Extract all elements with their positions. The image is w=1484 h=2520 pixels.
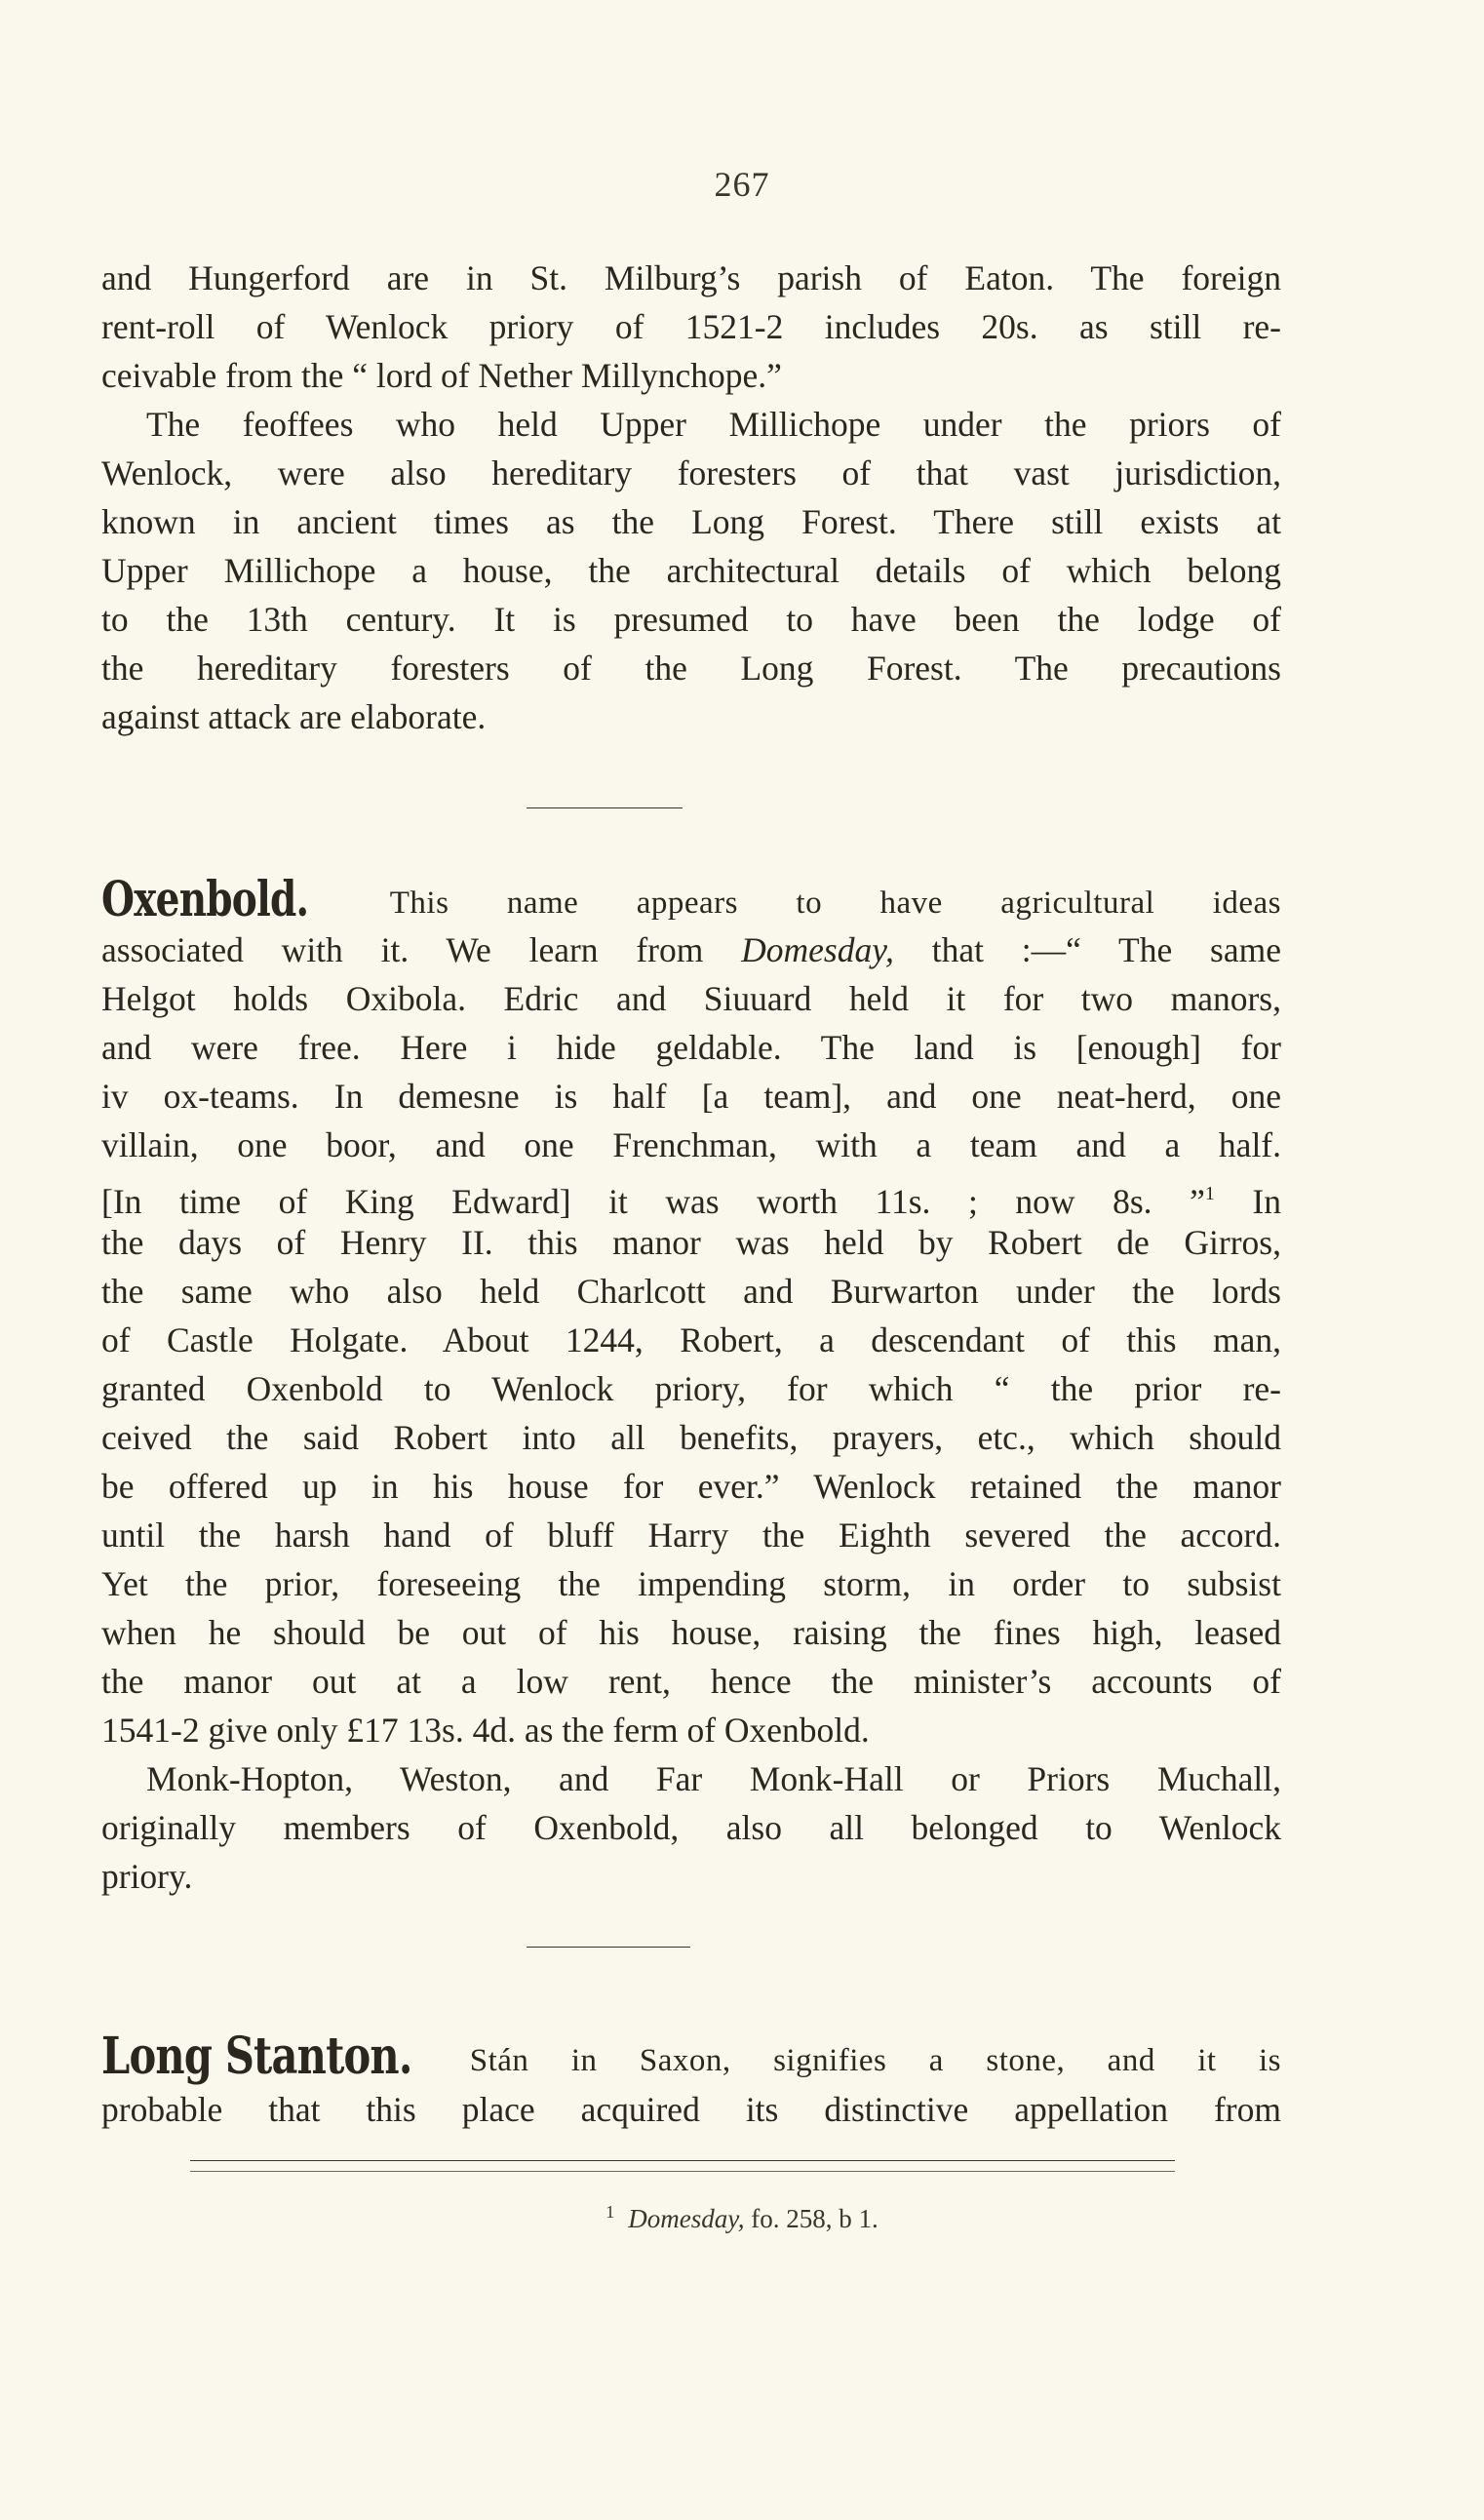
text-line: when he should be out of his house, raising the fines high, leased (101, 1613, 1281, 1652)
text-line: Yet the prior, foreseeing the impending storm, in order to subsist (101, 1564, 1281, 1603)
text-line: and Hungerford are in St. Milburg’s parish of Eaton. The foreign (101, 258, 1281, 297)
text-line: ceived the said Robert into all benefits, prayers, etc., which should (101, 1418, 1281, 1457)
text-line: be offered up in his house for ever.” Wenlock retained the manor (101, 1467, 1281, 1506)
text-line: the hereditary foresters of the Long Forest. The precautions (101, 649, 1281, 688)
text-line: villain, one boor, and one Frenchman, with a team and a half. (101, 1125, 1281, 1164)
text-line (101, 870, 1282, 927)
page-number: 267 (714, 165, 770, 204)
text-line: Upper Millichope a house, the architectural details of which belong (101, 551, 1281, 590)
text-line: Monk-Hopton, Weston, and Far Monk-Hall or Priors Muchall, (146, 1759, 1281, 1798)
footnote-rule (190, 2171, 1175, 2172)
text-line: iv ox-teams. In demesne is half [a team], and one neat-herd, one (101, 1077, 1281, 1116)
footnote (0, 2202, 1484, 2234)
paragraph-millichope (101, 254, 1281, 741)
text-line: the manor out at a low rent, hence the minister’s accounts of (101, 1662, 1281, 1701)
text-line: to the 13th century. It is presumed to have been the lodge of (101, 600, 1281, 639)
text-line: Helgot holds Oxibola. Edric and Siuuard held it for two manors, (101, 979, 1281, 1018)
text-line: of Castle Holgate. About 1244, Robert, a descendant of this man, (101, 1320, 1281, 1359)
text-line (101, 2028, 1281, 2085)
section-long-stanton (101, 2028, 1281, 2134)
text-run: Stán in Saxon, signifies a stone, and it is (469, 2043, 1282, 2078)
text-line: until the harsh hand of bluff Harry the Eighth severed the accord. (101, 1516, 1281, 1555)
text-line: the same who also held Charlcott and Burwarton under the lords (101, 1272, 1281, 1311)
text-line: originally members of Oxenbold, also all belonged to Wenlock (101, 1808, 1281, 1847)
section-heading-oxenbold: Oxenbold. (101, 870, 309, 927)
text-line: 1541-2 give only £17 13s. 4d. as the ferm of Oxenbold. (101, 1711, 870, 1750)
text-line: probable that this place acquired its distinctive appellation from (101, 2090, 1281, 2129)
text-run: In (1214, 1182, 1281, 1221)
text-line: granted Oxenbold to Wenlock priory, for which “ the prior re- (101, 1369, 1281, 1408)
footnote-source: Domesday, (628, 2204, 745, 2233)
text-line (101, 925, 1281, 974)
text-line: priory. (101, 1857, 193, 1896)
section-heading-long-stanton: Long Stanton. (101, 2027, 412, 2086)
footnote-reference[interactable]: 1 (1204, 1183, 1215, 1204)
section-oxenbold (101, 870, 1282, 1901)
text-line: against attack are elaborate. (101, 697, 487, 736)
text-run: This name appears to have agricultural ideas (389, 886, 1282, 921)
italic-source: Domesday, (741, 930, 894, 969)
text-line: Wenlock, were also hereditary foresters of that vast jurisdiction, (101, 453, 1281, 492)
footnote-citation: fo. 258, b 1. (751, 2204, 879, 2233)
section-divider (527, 1947, 690, 1948)
text-line: rent-roll of Wenlock priory of 1521-2 includes 20s. as still re- (101, 307, 1281, 346)
text-line: The feoffees who held Upper Millichope under the priors of (146, 405, 1281, 444)
text-line: ceivable from the “ lord of Nether Millynchope.” (101, 356, 782, 395)
section-divider (527, 807, 683, 808)
footnote-mark: 1 (605, 2202, 615, 2222)
text-line: and were free. Here i hide geldable. The land is [enough] for (101, 1028, 1281, 1067)
footnote-rule (190, 2160, 1175, 2161)
text-run: [In time of King Edward] it was worth 11s. ; now 8s. ” (101, 1182, 1205, 1221)
text-run: associated with it. We learn from (101, 930, 742, 969)
text-line (101, 1169, 1281, 1221)
text-line: known in ancient times as the Long Forest. There still exists at (101, 502, 1281, 541)
text-run: that :—“ The same (893, 930, 1281, 969)
text-line: the days of Henry II. this manor was held by Robert de Girros, (101, 1223, 1281, 1262)
